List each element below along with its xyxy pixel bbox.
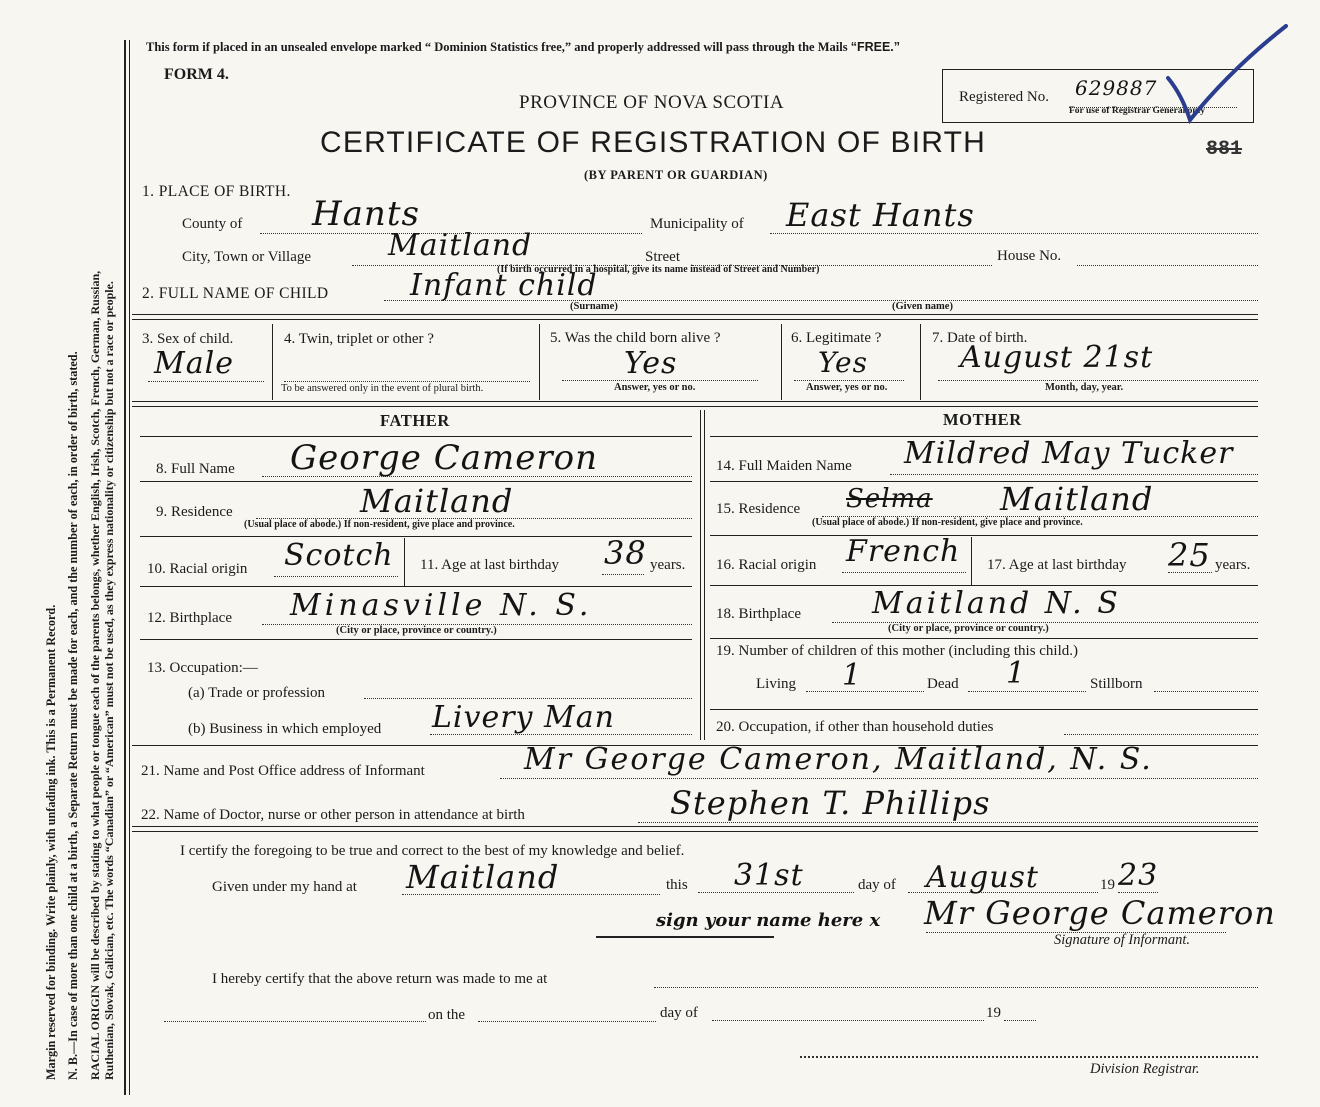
dob-note: Month, day, year. — [1045, 382, 1124, 393]
born-alive-label: 5. Was the child born alive ? — [550, 330, 721, 346]
doctor-label: 22. Name of Doctor, nurse or other person in attendance at birth — [141, 807, 525, 823]
given-name-note: (Given name) — [892, 301, 953, 312]
twin-note: To be answered only in the event of plural birth. — [281, 383, 484, 394]
children-count-label: 19. Number of children of this mother (including this child.) — [716, 643, 1079, 659]
mother-birthplace-note: (City or place, province or country.) — [888, 623, 1049, 634]
check-mark — [1160, 20, 1300, 130]
province-heading: PROVINCE OF NOVA SCOTIA — [519, 92, 785, 113]
certificate-title: CERTIFICATE OF REGISTRATION OF BIRTH — [320, 126, 987, 159]
father-residence-value: Maitland — [360, 482, 514, 520]
county-label: County of — [182, 216, 243, 232]
dob-label: 7. Date of birth. — [932, 330, 1028, 346]
this-label: this — [666, 877, 688, 893]
mother-years: years. — [1215, 557, 1251, 573]
child-name-value: Infant child — [410, 268, 598, 303]
divider-1 — [132, 314, 1258, 320]
mother-abode-note: (Usual place of abode.) If non-resident, give place and province. — [812, 517, 1083, 528]
trade-label: (a) Trade or profession — [188, 685, 326, 701]
year-prefix: 19 — [1100, 877, 1115, 893]
registrar-day-of-label: day of — [660, 1005, 698, 1021]
born-alive-value: Yes — [624, 346, 678, 381]
side-note-racial-1: RACIAL ORIGIN will be described by stating to what people or tongue each of the parents belongs, whether English, Irish, Scotch, French, German, Russian, — [88, 270, 102, 1080]
on-the-label: on the — [428, 1007, 466, 1023]
sign-here-note: sign your name here x — [656, 910, 881, 931]
mother-birthplace-value: Maitland N. S — [872, 586, 1121, 621]
father-name-value: George Cameron — [290, 438, 598, 478]
mother-age-label: 17. Age at last birthday — [987, 557, 1127, 573]
mother-residence-struck: Selma — [846, 484, 933, 514]
stillborn-label: Stillborn — [1090, 676, 1143, 692]
twin-label: 4. Twin, triplet or other ? — [284, 331, 434, 347]
top-notice: This form if placed in an unsealed envelope marked “ Dominion Statistics free,” and properly addressed will pass through the Mails “FREE.” — [146, 40, 900, 54]
signature-label: Signature of Informant. — [1054, 932, 1191, 948]
mother-race-label: 16. Racial origin — [716, 557, 817, 573]
mother-race-value: French — [846, 534, 961, 569]
father-heading: FATHER — [380, 411, 450, 430]
father-birthplace-value: Minasville N. S. — [290, 588, 593, 623]
living-value: 1 — [842, 658, 863, 693]
side-note-margin: Margin reserved for binding. Write plainly, with unfading ink. This is a Permanent Record. — [44, 604, 58, 1080]
father-occupation-label: 13. Occupation:— — [147, 660, 258, 676]
surname-note: (Surname) — [570, 301, 618, 312]
father-residence-label: 9. Residence — [156, 504, 233, 520]
father-race-label: 10. Racial origin — [147, 561, 248, 577]
registrar-certify-text: I hereby certify that the above return was made to me at — [212, 971, 548, 987]
legitimate-note: Answer, yes or no. — [806, 382, 888, 393]
division-registrar-label: Division Registrar. — [1090, 1061, 1200, 1077]
certify-text: I certify the foregoing to be true and correct to the best of my knowledge and belief. — [180, 843, 685, 859]
mother-name-value: Mildred May Tucker — [904, 436, 1234, 471]
side-note-racial-2: Ruthenian, Slovak, Galician, etc. The words “Canadian” or “American” must not be used, as they express nationality or citizenship but not a race or people. — [102, 281, 116, 1080]
divider-2 — [132, 401, 1258, 407]
dob-value: August 21st — [960, 340, 1154, 375]
registrar-general-note: For use of Registrar General only — [1069, 106, 1206, 116]
informant-signature: Mr George Cameron — [924, 894, 1276, 932]
sex-value: Male — [154, 346, 234, 381]
place-of-birth-heading: 1. PLACE OF BIRTH. — [142, 183, 291, 200]
margin-rule-1 — [124, 40, 126, 1095]
mother-occupation-label: 20. Occupation, if other than household duties — [716, 719, 994, 735]
father-name-label: 8. Full Name — [156, 461, 235, 477]
side-note-nb: N. B.—In case of more than one child at a birth, a Separate Return must be made for each, and the number of each, in order of birth, stated. — [66, 351, 80, 1080]
city-value: Maitland — [388, 228, 533, 263]
hospital-note: (If birth occurred in a hospital, give its name instead of Street and Number) — [497, 264, 820, 275]
father-abode-note: (Usual place of abode.) If non-resident, give place and province. — [244, 519, 515, 530]
certificate-subtitle: (BY PARENT OR GUARDIAN) — [584, 168, 768, 182]
given-place-value: Maitland — [406, 858, 560, 896]
father-age-label: 11. Age at last birthday — [420, 557, 559, 573]
form-number: FORM 4. — [164, 66, 229, 83]
street-label: Street — [645, 249, 680, 265]
born-alive-note: Answer, yes or no. — [614, 382, 696, 393]
municipality-label: Municipality of — [650, 216, 744, 232]
sex-label: 3. Sex of child. — [142, 331, 234, 347]
registered-number: 629887 — [1075, 76, 1158, 100]
father-birthplace-label: 12. Birthplace — [147, 610, 232, 626]
municipality-value: East Hants — [786, 196, 975, 234]
house-number-label: House No. — [997, 248, 1062, 264]
given-label: Given under my hand at — [212, 879, 357, 895]
mother-residence-value: Maitland — [1000, 480, 1154, 518]
mother-residence-label: 15. Residence — [716, 501, 801, 517]
year-value: 23 — [1118, 858, 1159, 893]
business-label: (b) Business in which employed — [188, 721, 382, 737]
day-value: 31st — [734, 858, 804, 893]
informant-label: 21. Name and Post Office address of Informant — [141, 763, 425, 779]
dead-value: 1 — [1006, 656, 1027, 691]
dead-label: Dead — [927, 676, 959, 692]
father-birthplace-note: (City or place, province or country.) — [336, 625, 497, 636]
divider-3 — [132, 826, 1258, 832]
legitimate-value: Yes — [818, 346, 868, 379]
month-value: August — [926, 860, 1039, 895]
mother-age-value: 25 — [1168, 536, 1211, 574]
child-name-label: 2. FULL NAME OF CHILD — [142, 285, 329, 302]
registered-stamp: 881 — [1206, 138, 1243, 161]
father-age-value: 38 — [604, 534, 647, 572]
father-race-value: Scotch — [284, 538, 394, 573]
mother-name-label: 14. Full Maiden Name — [716, 458, 852, 474]
registered-label: Registered No. — [959, 89, 1049, 105]
living-label: Living — [756, 676, 796, 692]
day-of-label: day of — [858, 877, 896, 893]
father-years: years. — [650, 557, 686, 573]
mother-heading: MOTHER — [943, 410, 1022, 429]
registrar-year-prefix: 19 — [986, 1005, 1001, 1021]
mother-birthplace-label: 18. Birthplace — [716, 606, 801, 622]
margin-rule-2 — [129, 40, 130, 1095]
county-value: Hants — [312, 194, 420, 234]
city-label: City, Town or Village — [182, 249, 312, 265]
doctor-value: Stephen T. Phillips — [670, 784, 991, 822]
legitimate-label: 6. Legitimate ? — [791, 330, 882, 346]
informant-value: Mr George Cameron, Maitland, N. S. — [524, 742, 1153, 777]
business-value: Livery Man — [432, 700, 615, 735]
